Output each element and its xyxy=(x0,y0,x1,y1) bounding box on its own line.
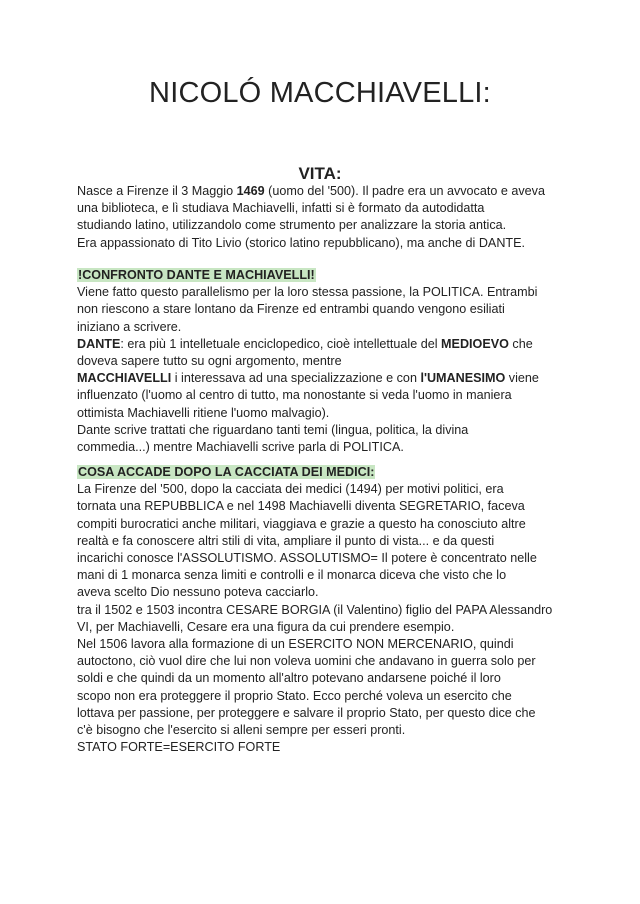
text-line: Viene fatto questo parallelismo per la loro stessa passione, la POLITICA. Entrambi xyxy=(77,285,538,300)
text-line: Dante scrive trattati che riguardano tanti temi (lingua, politica, la divina xyxy=(77,422,469,437)
text-line: non riescono a stare lontano da Firenze ed entrambi quando vengono esiliati xyxy=(77,302,505,317)
text-line: tra il 1502 e 1503 incontra CESARE BORGIA (il Valentino) figlio del PAPA Alessandro xyxy=(77,602,553,617)
text-line: realtà e fa conoscere altri stili di vita, ampliare il punto di vista... e da questi xyxy=(77,533,495,548)
text-line: compiti burocratici anche militari, viaggiava e grazie a questo ha conosciuto altre xyxy=(77,516,526,531)
text-line: una biblioteca, e lì studiava Machiavelli, infatti si è formato da autodidatta xyxy=(77,201,485,216)
text-line: mani di 1 monarca senza limiti e controlli e il monarca diceva che visto che lo xyxy=(77,568,507,583)
vita-paragraph xyxy=(77,183,577,252)
text-line: lottava per passione, per proteggere e salvare il proprio Stato, per questo dice che xyxy=(77,705,536,720)
text-line: VI, per Machiavelli, Cesare era una figura da cui prendere esempio. xyxy=(77,619,455,634)
section-heading-confronto: !CONFRONTO DANTE E MACHIAVELLI! xyxy=(78,268,315,282)
text-line: autoctono, ciò vuol dire che lui non voleva uomini che andavano in guerra solo per xyxy=(77,654,536,669)
cacciata-section xyxy=(77,464,577,756)
text-line: STATO FORTE=ESERCITO FORTE xyxy=(77,740,281,755)
text-line: Nel 1506 lavora alla formazione di un ESERCITO NON MERCENARIO, quindi xyxy=(77,637,514,652)
text-line: c'è bisogno che l'esercito si alleni sempre per esseri pronti. xyxy=(77,723,406,738)
text-line: Nasce a Firenze il 3 Maggio 1469 (uomo del '500). Il padre era un avvocato e aveva xyxy=(77,184,545,198)
text-line: ottimista Machiavelli ritiene l'uomo malvagio). xyxy=(77,405,330,420)
text-line: DANTE: era più 1 intelletuale enciclopedico, cioè intellettuale del MEDIOEVO che xyxy=(77,336,533,351)
page-title: NICOLÓ MACCHIAVELLI: xyxy=(149,77,491,109)
text-line: doveva sapere tutto su ogni argomento, mentre xyxy=(77,354,342,369)
text-line: studiando latino, utilizzandolo come strumento per analizzare la storia antica. xyxy=(77,218,507,233)
text-line: MACCHIAVELLI i interessava ad una specializzazione e con l'UMANESIMO viene xyxy=(77,371,539,386)
text-line: commedia...) mentre Machiavelli scrive parla di POLITICA. xyxy=(77,440,404,455)
section-heading-cacciata: COSA ACCADE DOPO LA CACCIATA DEI MEDICI: xyxy=(78,465,375,479)
text-line: aveva scelto Dio nessuno poteva cacciarlo. xyxy=(77,585,319,600)
text-line: iniziano a scrivere. xyxy=(77,319,182,334)
text-line: scopo non era proteggere il proprio Stato. Ecco perché voleva un esercito che xyxy=(77,688,512,703)
text-line: La Firenze del '500, dopo la cacciata dei medici (1494) per motivi politici, era xyxy=(77,482,504,497)
text-line: influenzato (l'uomo al centro di tutto, ma nonostante si veda l'uomo in maniera xyxy=(77,388,512,403)
section-heading-vita: VITA: xyxy=(298,164,342,183)
text-line: Era appassionato di Tito Livio (storico latino repubblicano), ma anche di DANTE. xyxy=(77,235,526,250)
text-line: soldi e che quindi da un momento all'altro potevano andarsene poiché il loro xyxy=(77,671,501,686)
text-line: tornata una REPUBBLICA e nel 1498 Machiavelli diventa SEGRETARIO, faceva xyxy=(77,499,525,514)
bold-year: 1469 xyxy=(236,184,265,198)
confronto-section xyxy=(77,267,577,456)
text-line: incarichi conosce l'ASSOLUTISMO. ASSOLUTISMO= Il potere è concentrato nelle xyxy=(77,551,537,566)
